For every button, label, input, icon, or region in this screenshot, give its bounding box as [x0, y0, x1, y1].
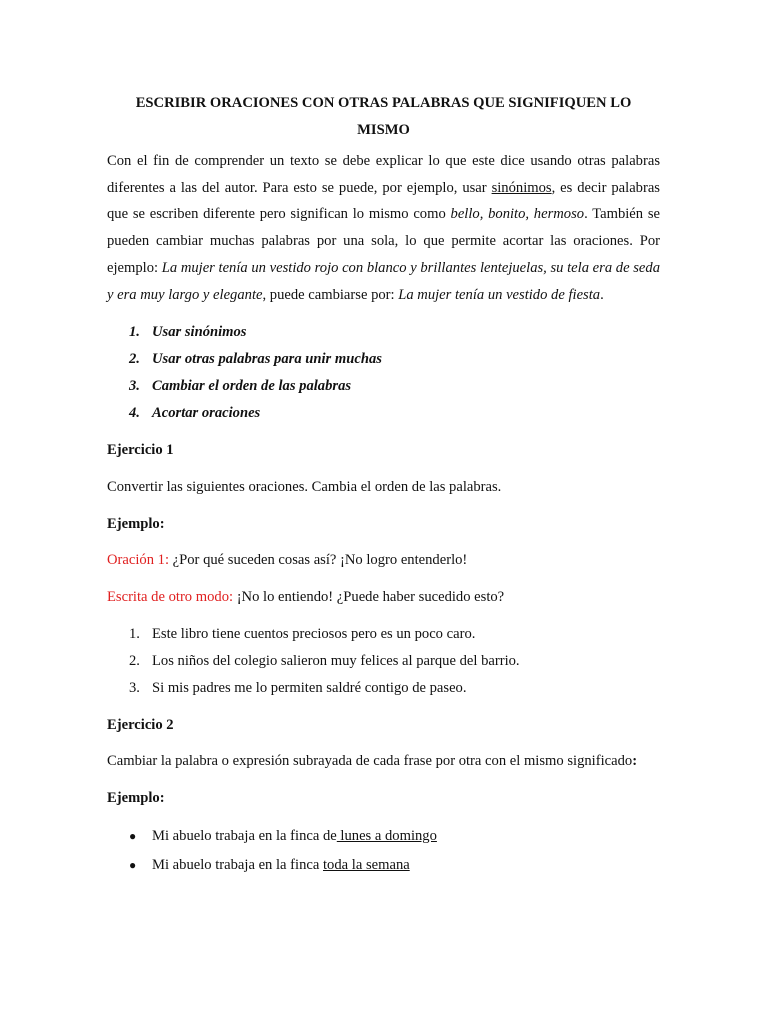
exercise-item [107, 648, 660, 675]
long-sentence-example: La mujer tenía un vestido rojo con blanco y brillantes lentejuelas, su tela era de seda y era muy largo y elegante [107, 259, 660, 303]
bullet-text-underlined: toda la semana [323, 856, 410, 873]
exercise-2-bullets [107, 822, 660, 880]
item-text: Los niños del colegio salieron muy felices al parque del barrio. [152, 652, 520, 669]
strategy-item [107, 319, 660, 346]
instruction-text: Cambiar la palabra o expresión subrayada de cada frase por otra con el mismo significado [107, 753, 633, 770]
intro-paragraph [107, 148, 660, 308]
document-title [107, 90, 660, 144]
strategy-item [107, 400, 660, 427]
bullet-item [107, 822, 660, 851]
intro-text-5: . [600, 286, 604, 303]
intro-text-3: . También se pueden cambiar muchas palabras por una sola, lo que permite acortar las oraciones. Por ejemplo: [107, 206, 660, 276]
strategy-item [107, 373, 660, 400]
bullet-text [152, 851, 410, 880]
strategy-number: 2. [129, 351, 140, 368]
strategy-item [107, 346, 660, 373]
strategy-list [107, 319, 660, 427]
exercise-1-items [107, 621, 660, 702]
strategy-number: 3. [129, 378, 140, 395]
strategy-text: Usar otras palabras para unir muchas [152, 351, 382, 368]
synonym-examples: bello, bonito, hermoso [450, 206, 585, 223]
sentence-label: Oración 1: [107, 552, 170, 569]
bullet-text-plain: Mi abuelo trabaja en la finca [152, 856, 323, 873]
item-text: Este libro tiene cuentos preciosos pero es un poco caro. [152, 625, 476, 642]
bullet-item [107, 851, 660, 880]
bullet-text [152, 822, 437, 851]
exercise-1-instruction: Convertir las siguientes oraciones. Cambia el orden de las palabras. [107, 478, 502, 495]
rewrite-text: ¡No lo entiendo! ¿Puede haber sucedido esto? [233, 589, 505, 606]
strategy-text: Usar sinónimos [152, 324, 247, 341]
title-line-1: ESCRIBIR ORACIONES CON OTRAS PALABRAS QUE SIGNIFIQUEN LO [135, 95, 632, 111]
bullet-icon: ● [129, 857, 137, 872]
bullet-icon: ● [129, 828, 137, 843]
rewrite-label: Escrita de otro modo: [107, 589, 234, 606]
exercise-1-heading: Ejercicio 1 [107, 442, 174, 459]
short-sentence-example: La mujer tenía un vestido de fiesta [398, 286, 601, 303]
exercise-2-heading: Ejercicio 2 [107, 716, 174, 733]
exercise-item [107, 675, 660, 702]
item-number: 2. [129, 652, 140, 669]
strategy-text: Cambiar el orden de las palabras [152, 378, 352, 395]
intro-text-1: Con el fin de comprender un texto se debe explicar lo que este dice usando otras palabras diferentes a las del autor. Para esto se puede, por ejemplo, usar [107, 153, 660, 196]
intro-text-4: , puede cambiarse por: [262, 286, 399, 303]
item-text: Si mis padres me lo permiten saldré contigo de paseo. [152, 679, 467, 696]
strategy-number: 4. [129, 405, 140, 422]
exercise-1-rewrite [107, 584, 660, 611]
sinonimos-underlined: sinónimos [491, 179, 552, 196]
strategy-number: 1. [129, 324, 140, 341]
instruction-colon: : [632, 753, 638, 770]
sentence-text: ¿Por qué suceden cosas así? ¡No logro entenderlo! [169, 552, 468, 569]
exercise-item [107, 621, 660, 648]
bullet-text-underlined: lunes a domingo [336, 827, 437, 844]
exercise-1-sentence [107, 547, 660, 574]
exercise-1-example-label: Ejemplo: [107, 515, 165, 532]
item-number: 3. [129, 679, 140, 696]
item-number: 1. [129, 625, 140, 642]
exercise-2-example-label: Ejemplo: [107, 790, 165, 807]
intro-text-2: , es decir palabras que se escriben diferente pero significan lo mismo como [107, 179, 660, 223]
bullet-text-plain: Mi abuelo trabaja en la finca de [152, 827, 337, 844]
exercise-2-instruction [107, 748, 660, 775]
document-content [107, 90, 660, 880]
title-line-2: MISMO [357, 122, 410, 138]
strategy-text: Acortar oraciones [152, 405, 261, 422]
